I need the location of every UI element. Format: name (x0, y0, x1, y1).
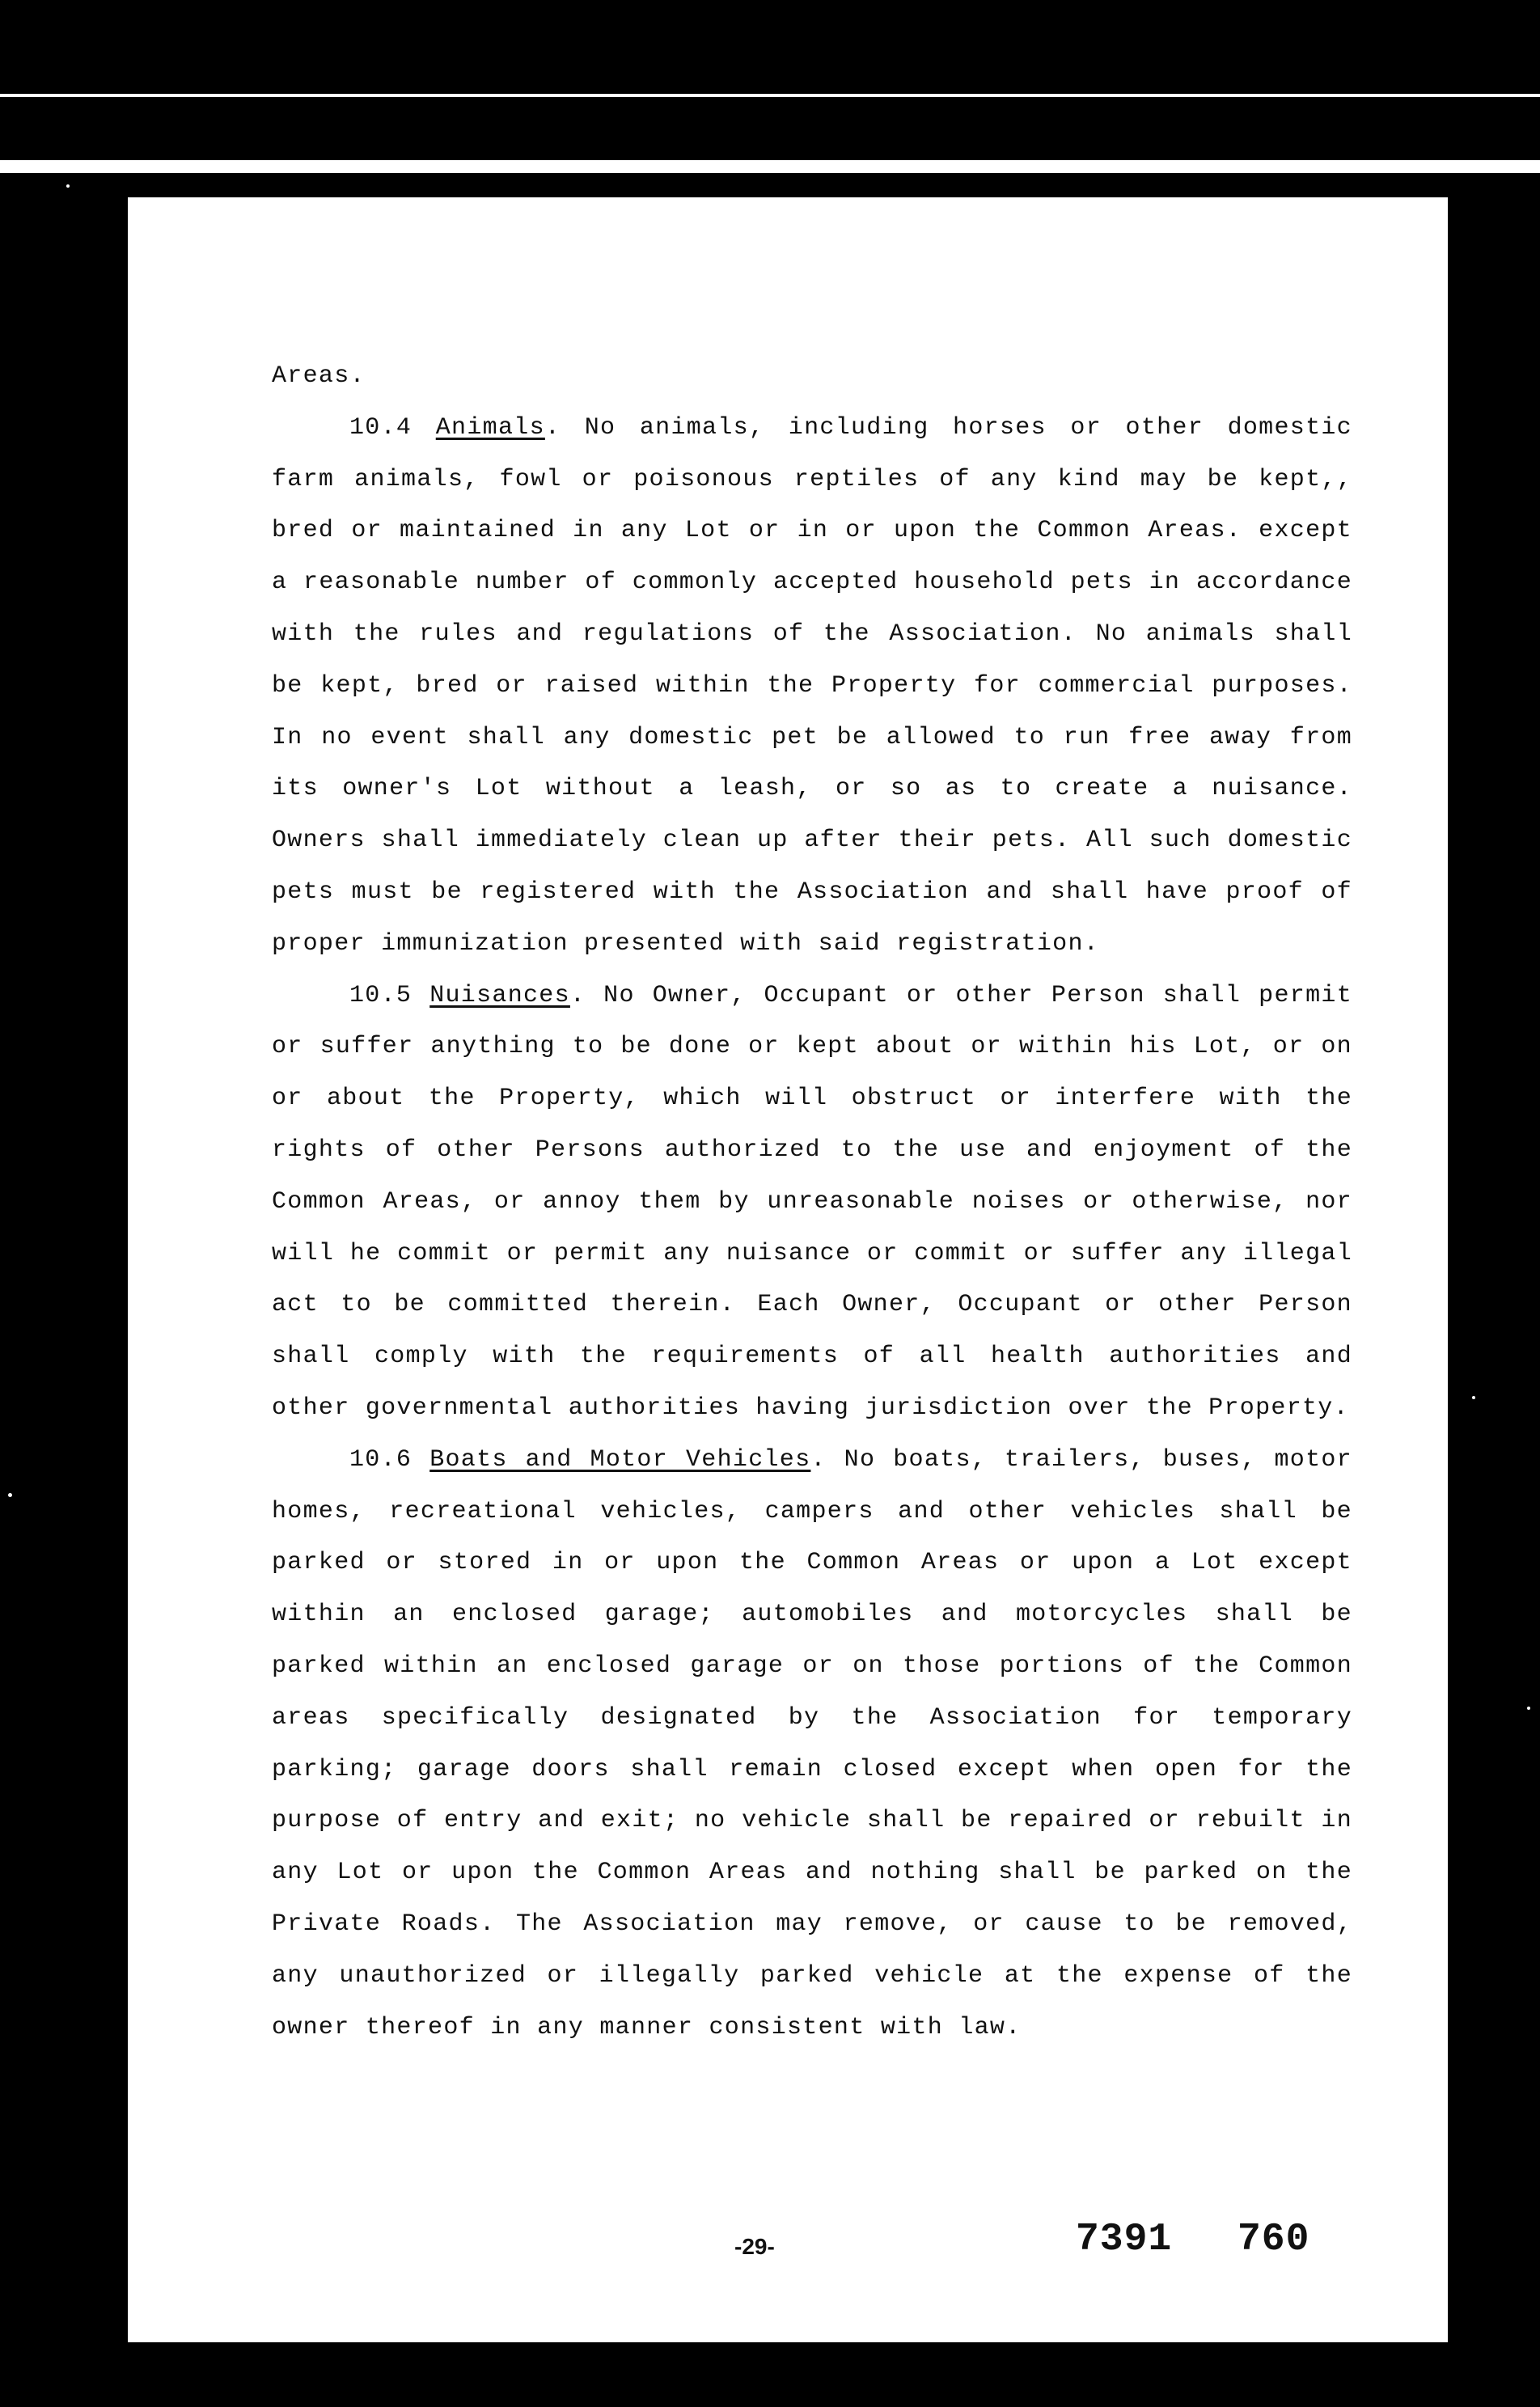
continuation-line: Areas. (272, 362, 366, 390)
section-heading: Nuisances (429, 981, 570, 1009)
section-number: 10.5 (349, 981, 412, 1009)
section-heading: Animals (435, 413, 545, 442)
page-number: -29- (734, 2234, 775, 2259)
section-number: 10.6 (349, 1445, 412, 1474)
section-heading: Boats and Motor Vehicles (429, 1445, 811, 1474)
scan-speck (8, 1493, 12, 1497)
section-number: 10.4 (349, 413, 412, 442)
recording-book-number: 7391 (1076, 2218, 1173, 2261)
scan-speck (1472, 1396, 1475, 1399)
section-10-4 (272, 403, 1352, 971)
body-text (272, 351, 1352, 2054)
section-10-5 (272, 971, 1352, 1435)
document-page (128, 197, 1448, 2342)
recording-page-number: 760 (1238, 2218, 1310, 2261)
scan-speck (66, 184, 70, 188)
scan-speck (154, 1370, 168, 1373)
section-body: . No Owner, Occupant or other Person shall permit or suffer anything to be done or kept about or within his Lot, or on or about the Property, which will obstruct or interfere with the rights of other Persons authorized to the use and enjoyment of the Common Areas, or annoy them by unreasonable noises or otherwise, nor will he commit or permit any nuisance or commit or suffer any illegal act to be committed therein. Each Owner, Occupant or other Person shall comply with the requirements of all health authorities and other governmental authorities having jurisdiction over the Property. (272, 981, 1353, 1422)
section-10-6 (272, 1435, 1352, 2054)
scan-border-line (0, 94, 1540, 97)
section-body: . No animals, including horses or other domestic farm animals, fowl or poisonous reptiles of any kind may be kept,, bred or maintained in any Lot or in or upon the Common Areas. except a reasonable number of commonly accepted household pets in accordance with the rules and regulations of the Association. No animals shall be kept, bred or raised within the Property for commercial purposes. In no event shall any domestic pet be allowed to run free away from its owner's Lot without a leash, or so as to create a nuisance. Owners shall immediately clean up after their pets. All such domestic pets must be registered with the Association and shall have proof of proper immunization presented with said registration. (272, 413, 1352, 958)
scan-speck (1527, 1707, 1530, 1710)
section-body: . No boats, trailers, buses, motor homes, recreational vehicles, campers and other vehicles shall be parked or stored in or upon the Common Areas or upon a Lot except within an enclosed garage; automobiles and motorcycles shall be parked within an enclosed garage or on those portions of the Common areas specifically designated by the Association for temporary parking; garage doors shall remain closed except when open for the purpose of entry and exit; no vehicle shall be repaired or rebuilt in any Lot or upon the Common Areas and nothing shall be parked on the Private Roads. The Association may remove, or cause to be removed, any unauthorized or illegally parked vehicle at the expense of the owner thereof in any manner consistent with law. (272, 1445, 1352, 2041)
scan-border-line (0, 160, 1540, 173)
